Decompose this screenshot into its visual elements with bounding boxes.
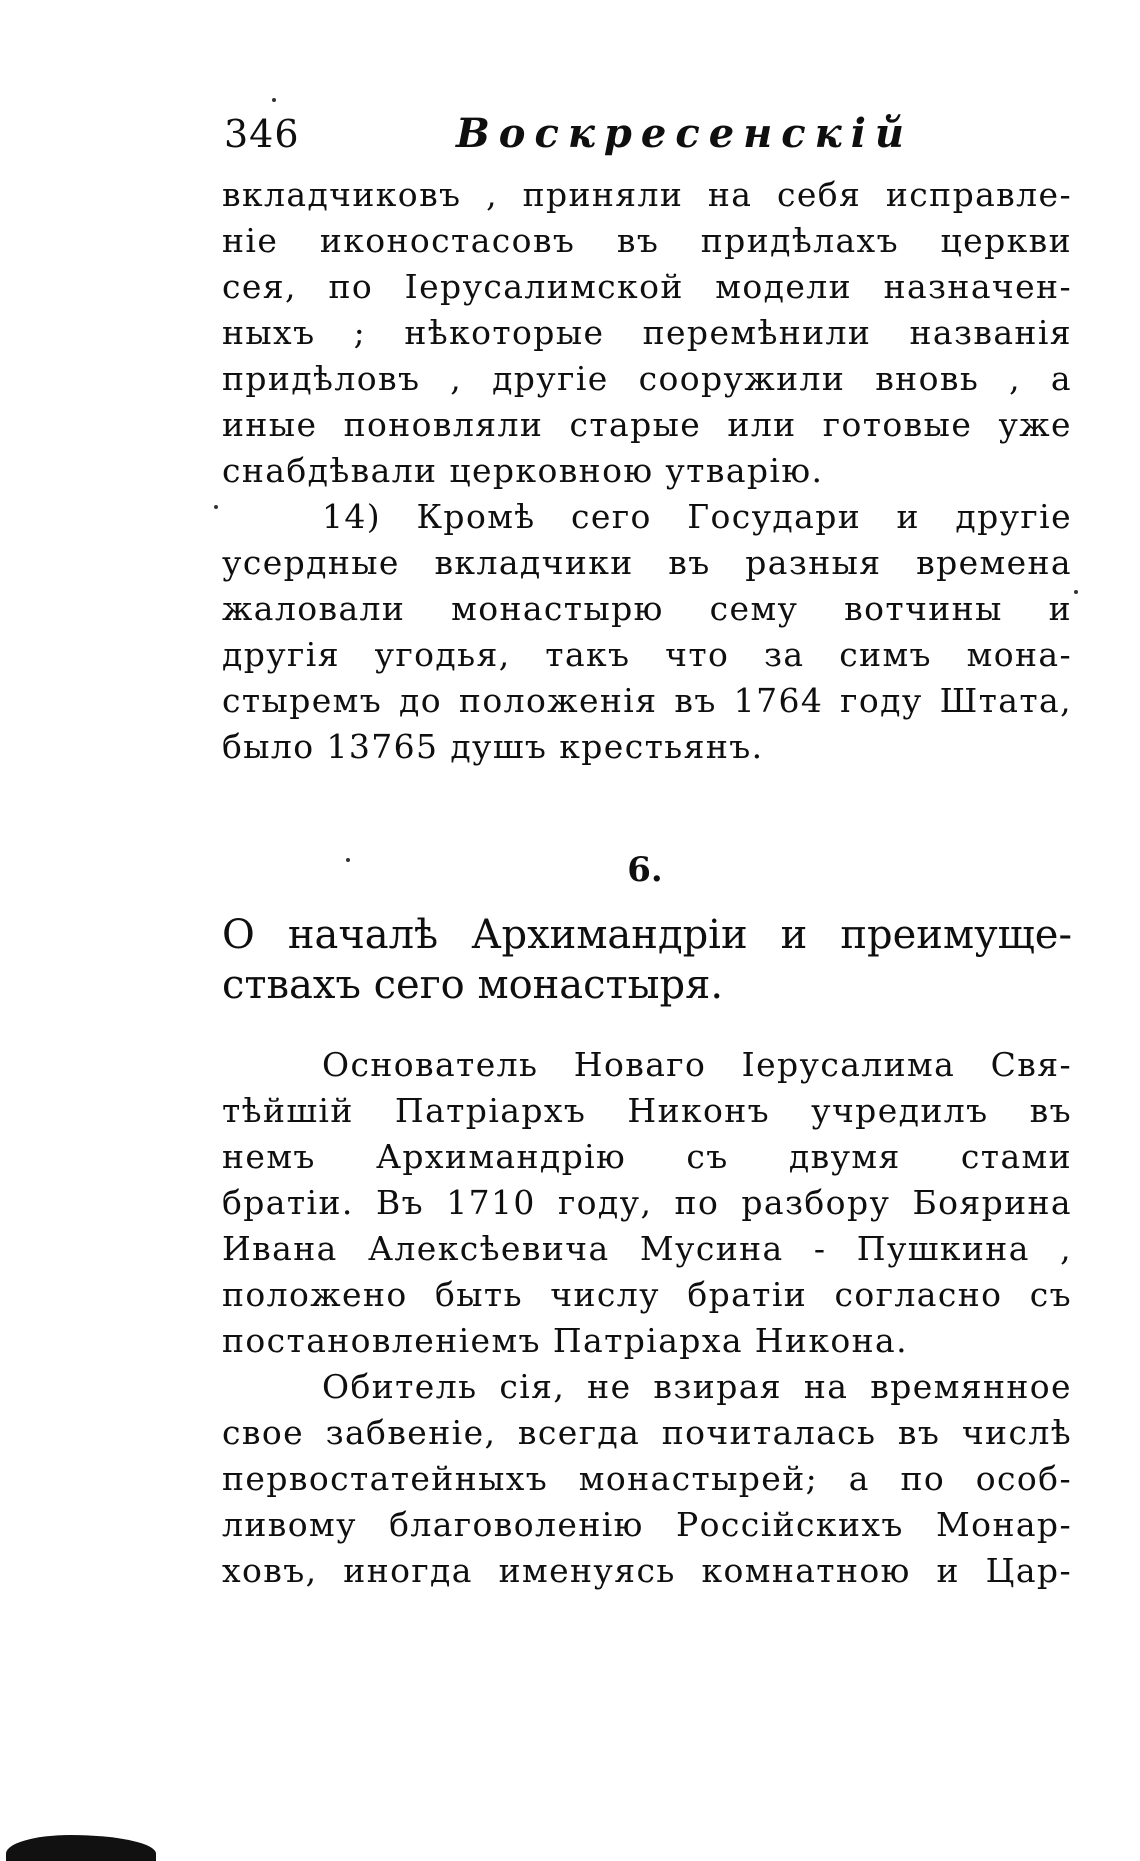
section-number: 6.: [627, 850, 663, 890]
text-line: стыремъ до положенiя въ 1764 году Штата,: [222, 681, 1072, 720]
heading-line: ствахъ сего монастыря.: [222, 962, 724, 1008]
text-line: было 13765 душъ крестьянъ.: [222, 727, 764, 766]
text-line: постановленiемъ Патрiарха Никона.: [222, 1321, 909, 1360]
ink-smudge: [6, 1835, 156, 1861]
text-line: 14) Кромѣ сего Государи и другiе: [322, 497, 1072, 536]
text-line: положено быть числу братiи согласно съ: [222, 1275, 1072, 1314]
text-line: вкладчиковъ , приняли на себя исправле-: [222, 175, 1072, 214]
text-line: ховъ, иногда именуясь комнатною и Цар-: [222, 1551, 1072, 1590]
running-title: Воскресенскiй: [456, 110, 913, 157]
text-line: первостатейныхъ монастырей; а по особ-: [222, 1459, 1072, 1498]
text-line: свое забвенiе, всегда почиталась въ числѣ: [222, 1413, 1072, 1452]
text-line: немъ Архимандрiю съ двумя стами: [222, 1137, 1072, 1176]
text-line: Основатель Новаго Iерусалима Свя-: [322, 1045, 1072, 1084]
text-line: ныхъ ; нѣкоторые перемѣнили названiя: [222, 313, 1072, 352]
text-line: другiя угодья, такъ что за симъ мона-: [222, 635, 1072, 674]
print-speck: [214, 505, 218, 509]
text-line: сея, по Iерусалимской модели назначен-: [222, 267, 1072, 306]
page-header: [224, 112, 984, 172]
print-speck: [346, 858, 350, 862]
paragraph-monastery: [222, 1364, 1072, 1594]
print-speck: [1074, 590, 1078, 594]
text-line: нiе иконостасовъ въ придѣлахъ церкви: [222, 221, 1072, 260]
paragraph-14: [222, 494, 1072, 770]
text-line: ливому благоволенiю Россiйскихъ Монар-: [222, 1505, 1072, 1544]
heading-line: О началѣ Архимандрiи и преимуще-: [222, 912, 1072, 958]
text-line: придѣловъ , другiе сооружили вновь , а: [222, 359, 1072, 398]
text-line: иные поновляли старые или готовые уже: [222, 405, 1072, 444]
print-speck: [272, 98, 276, 102]
text-line: Ивана Алексѣевича Мусина - Пушкина ,: [222, 1229, 1072, 1268]
text-line: снабдѣвали церковною утварiю.: [222, 451, 824, 490]
text-line: братiи. Въ 1710 году, по разбору Боярина: [222, 1183, 1072, 1222]
text-line: усердные вкладчики въ разныя времена: [222, 543, 1072, 582]
page-number: 346: [224, 112, 300, 156]
paragraph-continuation: [222, 172, 1072, 494]
section-heading: [222, 910, 1072, 1010]
text-line: жаловали монастырю сему вотчины и: [222, 589, 1072, 628]
paragraph-founder: [222, 1042, 1072, 1364]
text-line: тѣйшiй Патрiархъ Никонъ учредилъ въ: [222, 1091, 1072, 1130]
text-line: Обитель сiя, не взирая на времянное: [322, 1367, 1072, 1406]
